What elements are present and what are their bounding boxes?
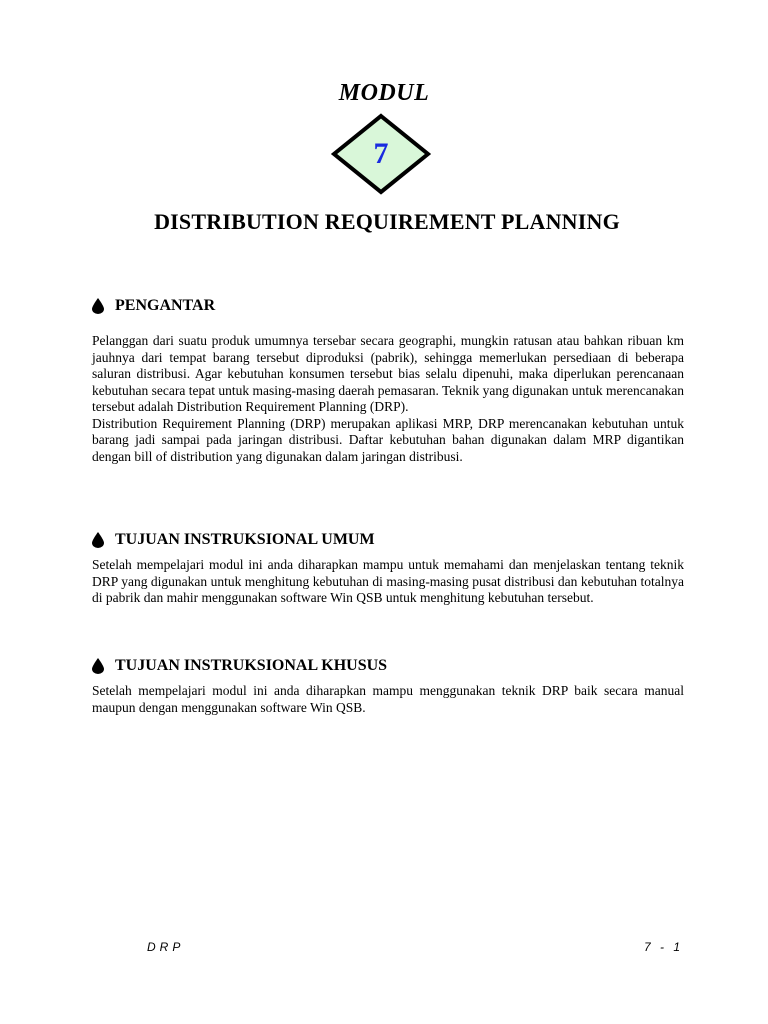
water-drop-icon	[92, 658, 104, 674]
paragraph: Distribution Requirement Planning (DRP) merupakan aplikasi MRP, DRP merencanakan kebutuhan untuk barang jadi sampai pada jaringan distribusi. Daftar kebutuhan bahan digunakan dalam MRP digantikan dengan bill of distribution yang digunakan dalam jaringan distribusi.	[92, 415, 684, 464]
paragraph: Setelah mempelajari modul ini anda diharapkan mampu menggunakan teknik DRP baik secara manual maupun dengan menggunakan software Win QSB.	[92, 683, 684, 715]
section-heading-tujuan-khusus	[92, 656, 387, 676]
section-body-pengantar	[92, 333, 684, 465]
section-heading-label: TUJUAN INSTRUKSIONAL KHUSUS	[115, 657, 388, 674]
section-body-tujuan-khusus	[92, 683, 684, 716]
modul-number-diamond	[331, 113, 431, 195]
water-drop-icon	[92, 298, 104, 314]
modul-label: MODUL	[338, 80, 430, 106]
footer-left-label: DRP	[147, 940, 185, 954]
section-heading-pengantar	[92, 296, 215, 316]
water-drop-icon	[92, 532, 104, 548]
paragraph: Pelanggan dari suatu produk umumnya tersebar secara geographi, mungkin ratusan atau bahkan ribuan km jauhnya dari tempat barang tersebut diproduksi (pabrik), sehingga memerlukan persediaan di beberapa saluran distribusi. Agar kebutuhan konsumen tersebut bias selalu dipenuhi, maka diperlukan perencanaan kebutuhan secara tepat untuk masing-masing daerah pemasaran. Teknik yang digunakan untuk merencanakan tersebut adalah Distribution Requirement Planning (DRP).	[92, 333, 684, 414]
section-heading-label: TUJUAN INSTRUKSIONAL UMUM	[115, 531, 375, 548]
paragraph: Setelah mempelajari modul ini anda diharapkan mampu untuk memahami dan menjelaskan tentang teknik DRP yang digunakan untuk menghitung kebutuhan di masing-masing pusat distribusi dan kebutuhan totalnya di pabrik dan mahir menggunakan software Win QSB untuk menghitung kebutuhan tersebut.	[92, 557, 684, 605]
section-heading-label: PENGANTAR	[115, 297, 216, 314]
footer-page-number: 7 - 1	[644, 940, 684, 954]
page-title: DISTRIBUTION REQUIREMENT PLANNING	[154, 209, 620, 234]
section-body-tujuan-umum	[92, 557, 684, 607]
modul-number: 7	[373, 137, 389, 170]
section-heading-tujuan-umum	[92, 530, 375, 550]
